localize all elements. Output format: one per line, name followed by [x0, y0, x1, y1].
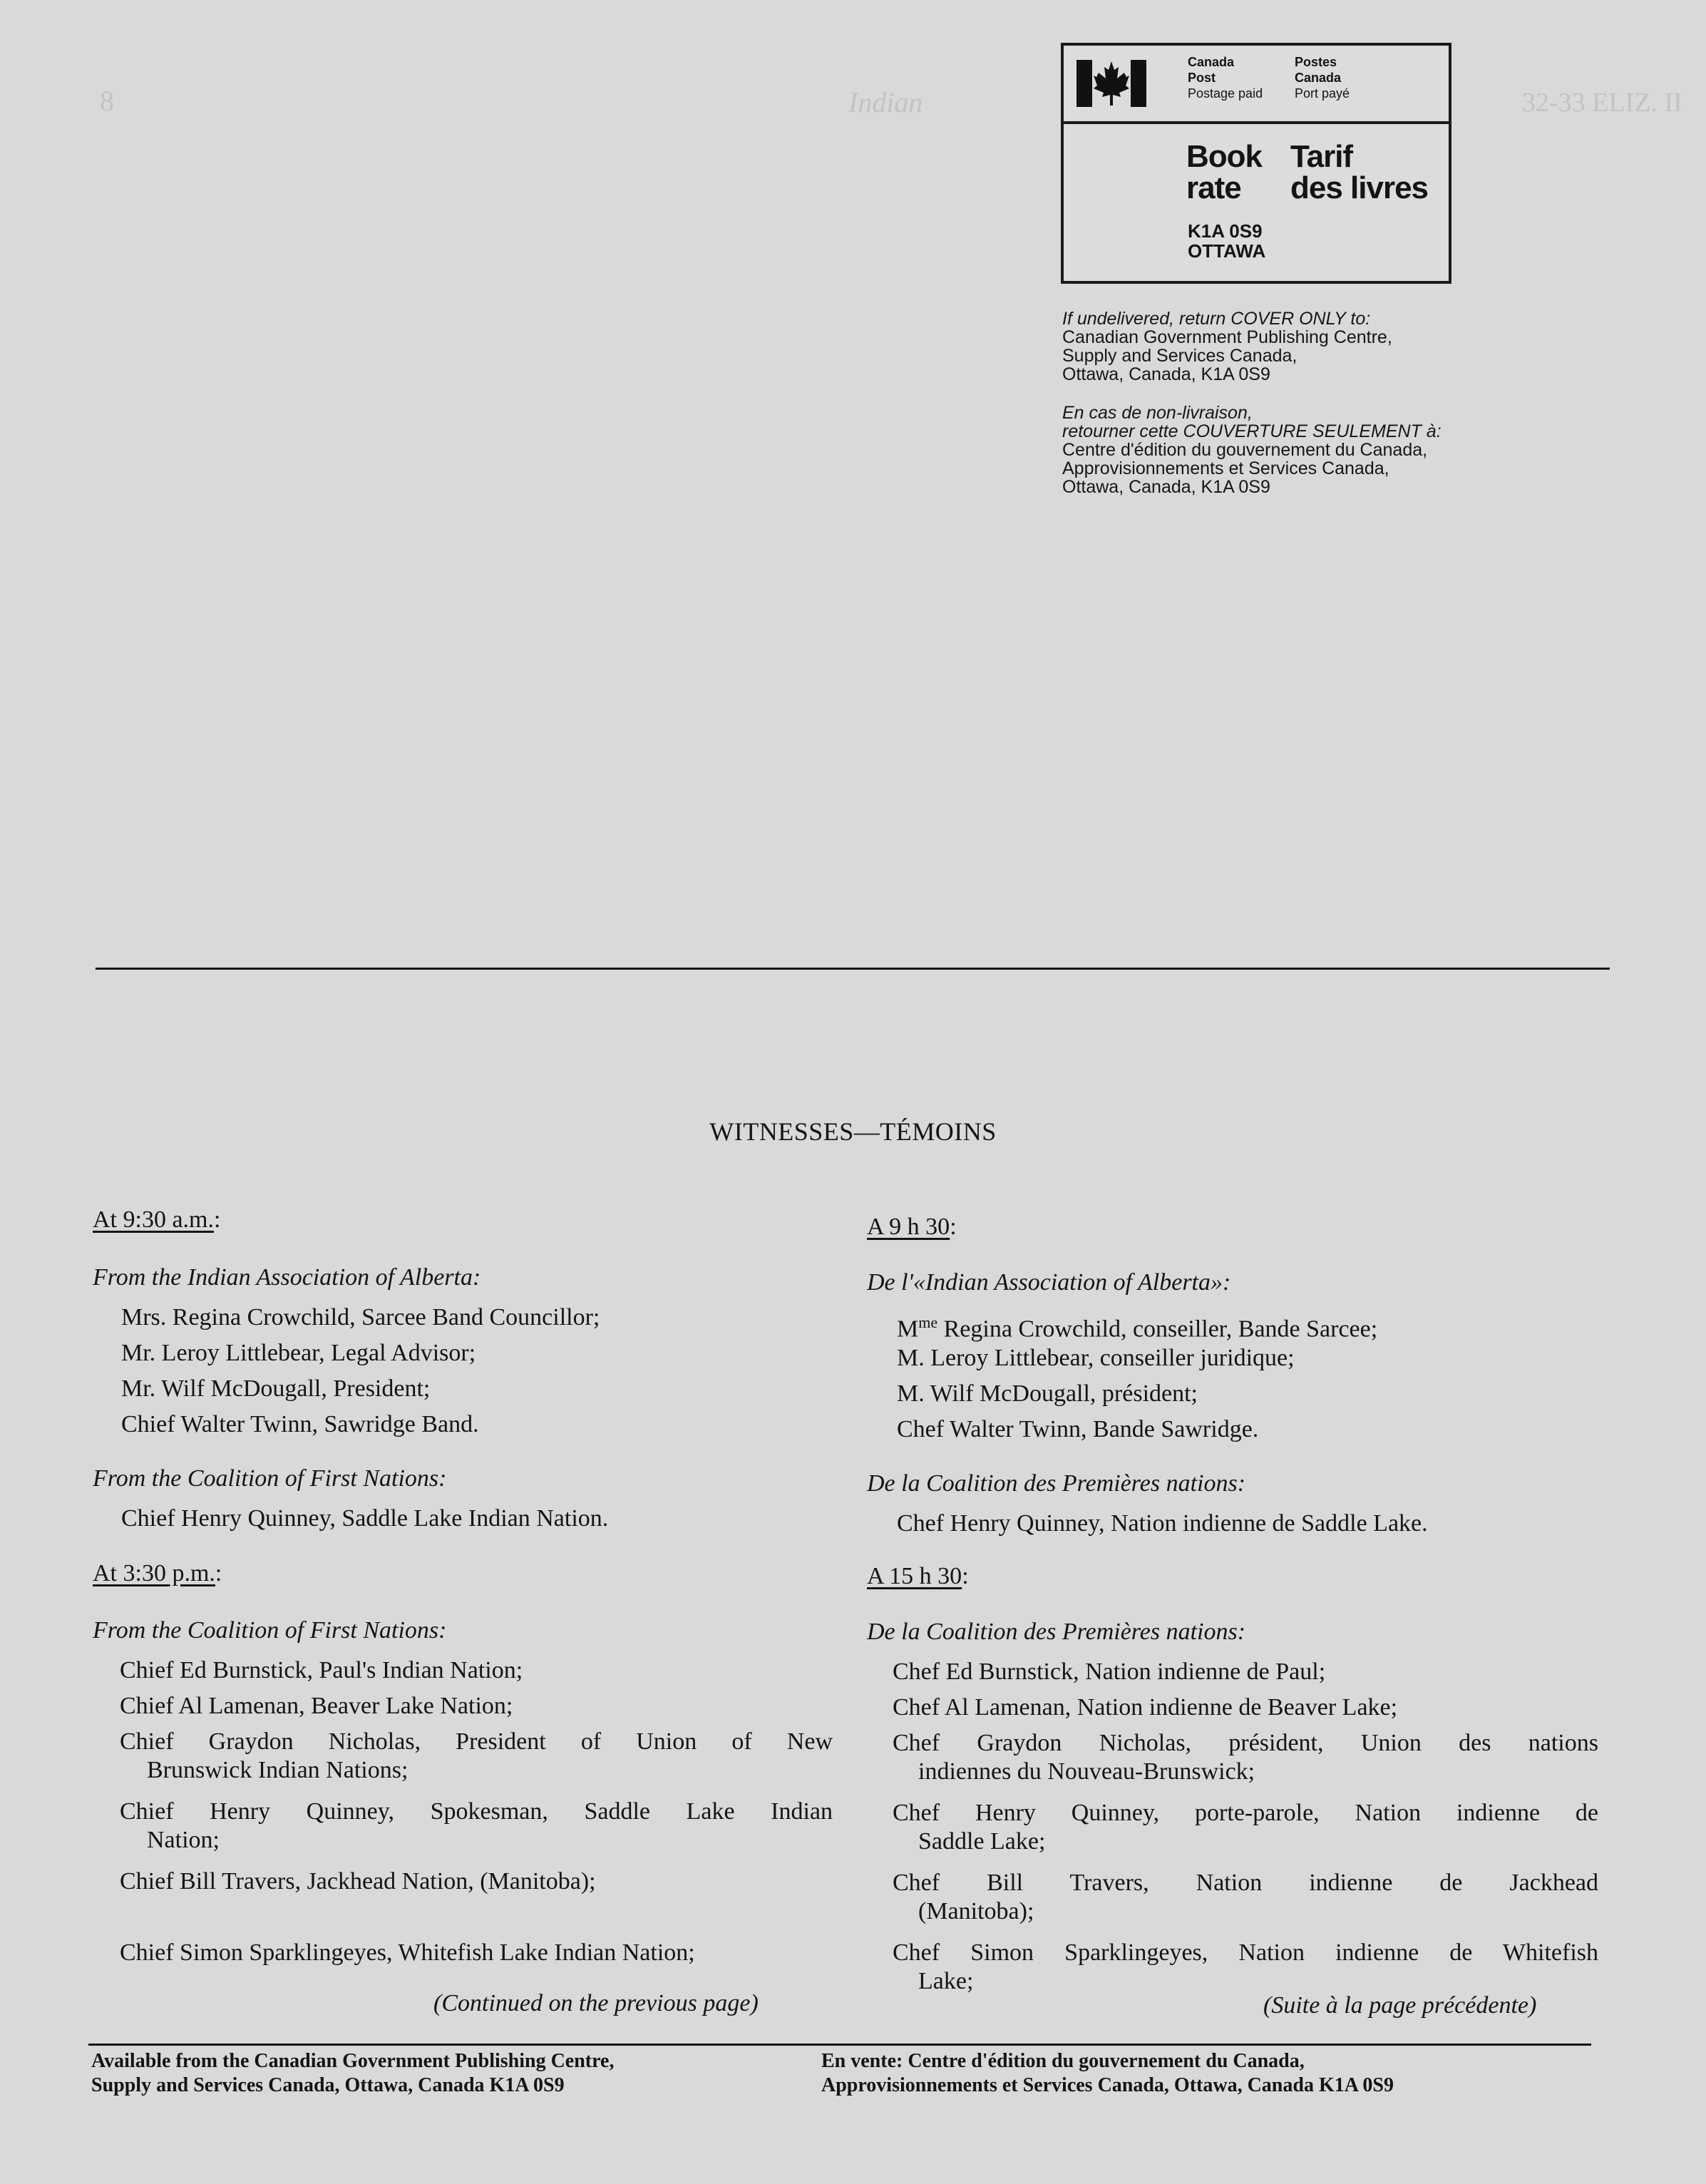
witness-item: Chef Walter Twinn, Bande Sawridge. — [897, 1416, 1259, 1442]
bleed-regnal-year: 32-33 ELIZ. II — [1522, 88, 1682, 118]
witness-item-cont: Lake; — [918, 1968, 974, 1994]
postage-indicia — [1061, 43, 1451, 284]
witness-item: Chief Bill Travers, Jackhead Nation, (Manitoba); — [120, 1868, 596, 1895]
witness-item: Chef Al Lamenan, Nation indienne de Beaver Lake; — [893, 1694, 1398, 1721]
witness-item-cont: indiennes du Nouveau-Brunswick; — [918, 1758, 1255, 1785]
page-title: WITNESSES—TÉMOINS — [709, 1117, 997, 1146]
witness-item: Chief Walter Twinn, Sawridge Band. — [121, 1411, 479, 1437]
witness-item: Chief Graydon Nicholas, President of Union of New — [120, 1728, 833, 1755]
witness-item: Chef Henry Quinney, porte-parole, Nation indienne de — [893, 1800, 1598, 1826]
book-rate-label: Book rate — [1186, 139, 1262, 205]
witness-item: Chief Al Lamenan, Beaver Lake Nation; — [120, 1693, 513, 1719]
group-heading-fr: De la Coalition des Premières nations: — [867, 1619, 1246, 1645]
witness-item: $M^{me}$ Regina Crowchild, conseiller, Bande Sarcee; — [897, 1313, 1378, 1343]
witness-item: Chef Henry Quinney, Nation indienne de Saddle Lake. — [897, 1510, 1428, 1537]
witness-item: Chief Simon Sparklingeyes, Whitefish Lake Indian Nation; — [120, 1939, 695, 1966]
witness-item: Chef Ed Burnstick, Nation indienne de Paul; — [893, 1658, 1326, 1685]
witness-item-cont: Nation; — [147, 1827, 220, 1853]
bleed-running-title: Indian — [848, 86, 923, 118]
group-heading-en: From the Coalition of First Nations: — [93, 1465, 447, 1492]
indicia-header — [1064, 46, 1449, 124]
witness-item: Chef Simon Sparklingeyes, Nation indienne de Whitefish — [893, 1939, 1598, 1966]
witness-item: Mr. Leroy Littlebear, Legal Advisor; — [121, 1340, 476, 1366]
tarif-label: Tarif des livres — [1290, 139, 1429, 205]
group-heading-en: From the Coalition of First Nations: — [93, 1617, 447, 1644]
witness-item-cont: Brunswick Indian Nations; — [147, 1757, 408, 1783]
witness-item: Chief Henry Quinney, Saddle Lake Indian Nation. — [121, 1505, 609, 1532]
afternoon-session-en: At 3:30 p.m.: — [93, 1560, 222, 1586]
witness-item: Mr. Wilf McDougall, President; — [121, 1375, 431, 1402]
maple-leaf-icon — [1092, 60, 1131, 107]
top-rule — [96, 968, 1610, 970]
group-heading-en: From the Indian Association of Alberta: — [93, 1264, 481, 1291]
witness-item: Mrs. Regina Crowchild, Sarcee Band Councillor; — [121, 1304, 600, 1331]
indicia-en: Canada Post Postage paid — [1188, 55, 1263, 101]
indicia-address: K1A 0S9 OTTAWA — [1188, 220, 1266, 262]
bottom-rule — [88, 2044, 1591, 2046]
group-heading-fr: De l'«Indian Association of Alberta»: — [867, 1269, 1231, 1296]
indicia-fr: Postes Canada Port payé — [1295, 55, 1350, 101]
morning-session-fr: A 9 h 30: — [867, 1214, 957, 1240]
group-heading-fr: De la Coalition des Premières nations: — [867, 1470, 1246, 1497]
bleed-page-number: 8 — [100, 85, 114, 117]
return-notice-en: If undelivered, return COVER ONLY to: Canadian Government Publishing Centre, Supply and Services Canada, Ottawa, Canada, K1A 0S9 — [1062, 309, 1392, 384]
witness-item: M. Leroy Littlebear, conseiller juridique; — [897, 1345, 1295, 1371]
morning-session-en: At 9:30 a.m.: — [93, 1206, 221, 1233]
footer-en: Available from the Canadian Government Publishing Centre, Supply and Services Canada, Ottawa, Canada K1A 0S9 — [91, 2050, 615, 2096]
witness-item-cont: Saddle Lake; — [918, 1828, 1046, 1855]
witness-item-cont: (Manitoba); — [918, 1898, 1034, 1924]
continued-note-en: (Continued on the previous page) — [433, 1990, 759, 2016]
footer-fr: En vente: Centre d'édition du gouvernement du Canada, Approvisionnements et Services Canada, Ottawa, Canada K1A 0S9 — [821, 2050, 1394, 2096]
witness-item: M. Wilf McDougall, président; — [897, 1380, 1198, 1407]
canada-post-logo — [1076, 60, 1146, 107]
witness-item: Chief Ed Burnstick, Paul's Indian Nation; — [120, 1657, 523, 1683]
afternoon-session-fr: A 15 h 30: — [867, 1563, 969, 1589]
continued-note-fr: (Suite à la page précédente) — [1263, 1992, 1537, 2019]
witness-item: Chef Graydon Nicholas, président, Union des nations — [893, 1730, 1598, 1756]
witness-item: Chief Henry Quinney, Spokesman, Saddle Lake Indian — [120, 1798, 833, 1825]
return-notice-fr: En cas de non-livraison, retourner cette COUVERTURE SEULEMENT à: Centre d'édition du gouvernement du Canada, Approvisionnements et Services Canada, Ottawa, Canada, K1A 0S9 — [1062, 403, 1442, 497]
witness-item: Chef Bill Travers, Nation indienne de Jackhead — [893, 1870, 1598, 1896]
